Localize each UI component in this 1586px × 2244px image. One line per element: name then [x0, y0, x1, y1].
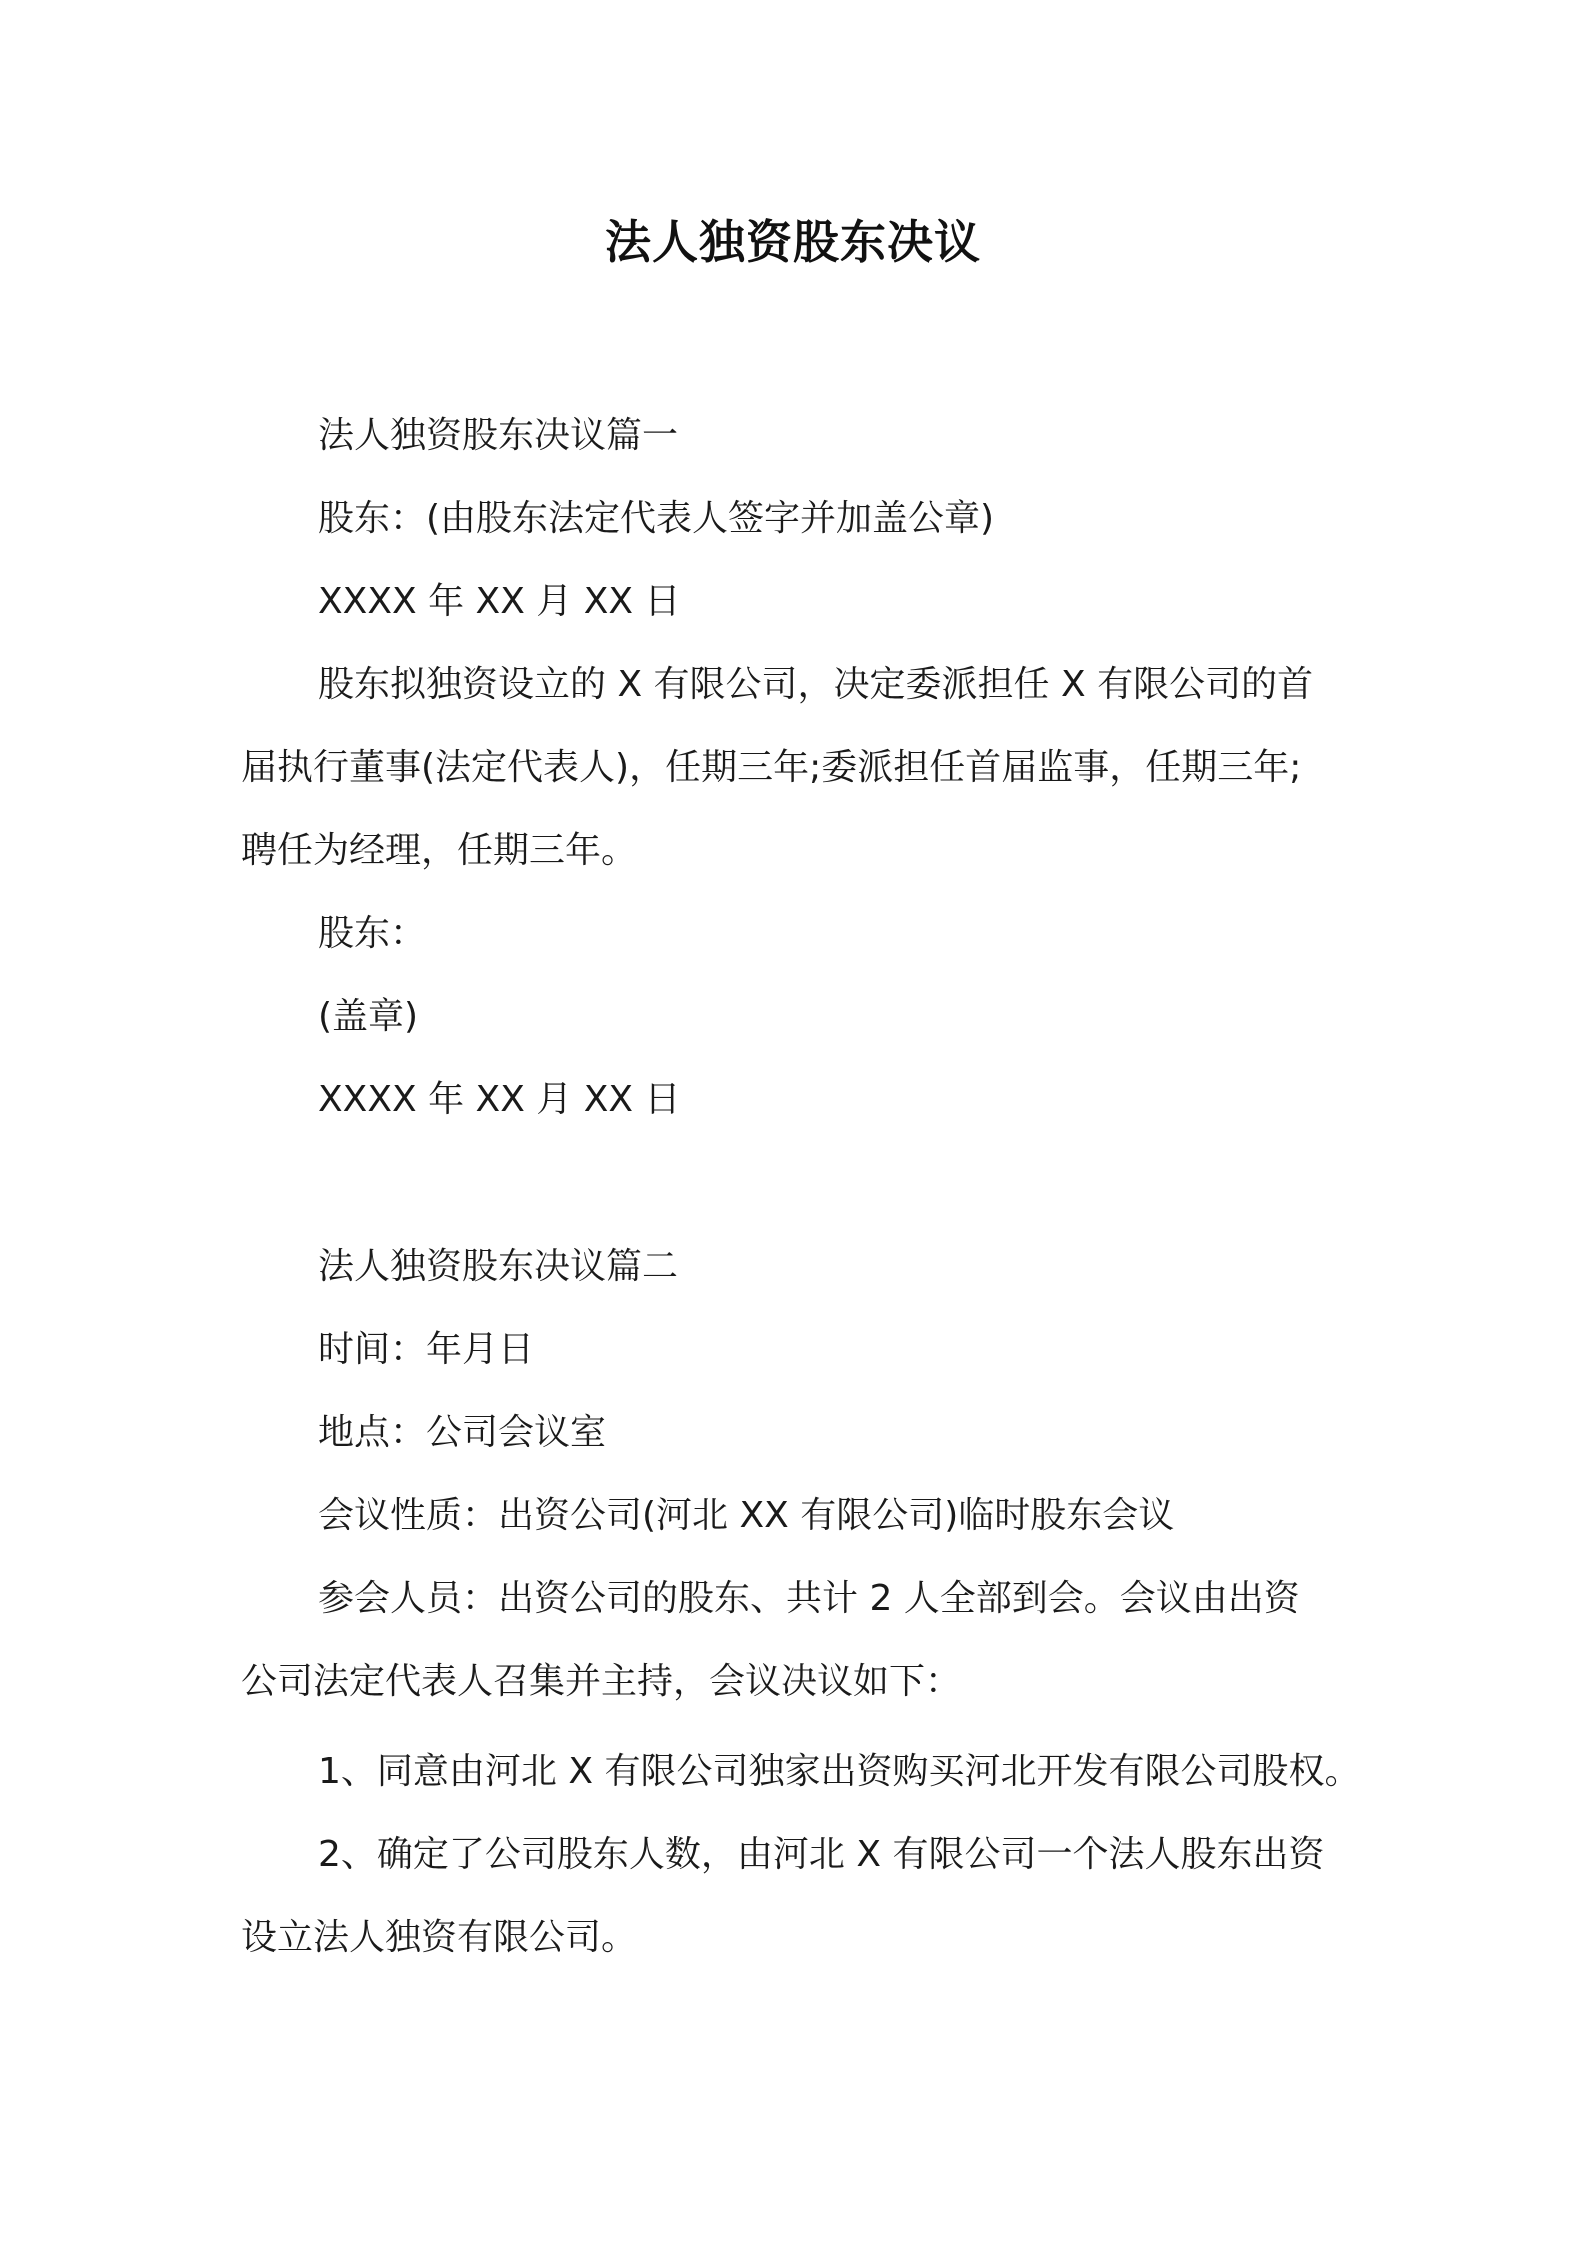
meeting-nature-line: 会议性质：出资公司(河北 XX 有限公司)临时股东会议 [318, 1495, 1175, 1536]
section-one-heading: 法人独资股东决议篇一 [318, 415, 679, 456]
date-line: XXXX 年 XX 月 XX 日 [318, 1079, 681, 1120]
section-two-heading: 法人独资股东决议篇二 [318, 1246, 679, 1287]
shareholder-signature-line: 股东：(由股东法定代表人签字并加盖公章) [318, 498, 995, 539]
meeting-place-line: 地点：公司会议室 [318, 1412, 607, 1453]
paragraph-line: 聘任为经理，任期三年。 [241, 830, 638, 871]
resolution-item-2-continued: 设立法人独资有限公司。 [241, 1917, 638, 1958]
paragraph-line: 股东拟独资设立的 X 有限公司，决定委派担任 X 有限公司的首 [318, 664, 1314, 705]
shareholder-label: 股东： [318, 913, 427, 954]
resolution-item-1: 1、同意由河北 X 有限公司独家出资购买河北开发有限公司股权。 [318, 1751, 1361, 1792]
resolution-item-2: 2、确定了公司股东人数，由河北 X 有限公司一个法人股东出资 [318, 1834, 1325, 1875]
attendees-line: 参会人员：出资公司的股东、共计 2 人全部到会。会议由出资 [318, 1578, 1300, 1619]
paragraph-line: 届执行董事(法定代表人)，任期三年;委派担任首届监事，任期三年; [241, 747, 1302, 788]
seal-label: (盖章) [318, 996, 419, 1037]
meeting-time-line: 时间：年月日 [318, 1329, 535, 1370]
attendees-line: 公司法定代表人召集并主持，会议决议如下： [241, 1661, 962, 1702]
document-title: 法人独资股东决议 [605, 215, 981, 269]
date-line: XXXX 年 XX 月 XX 日 [318, 581, 681, 622]
